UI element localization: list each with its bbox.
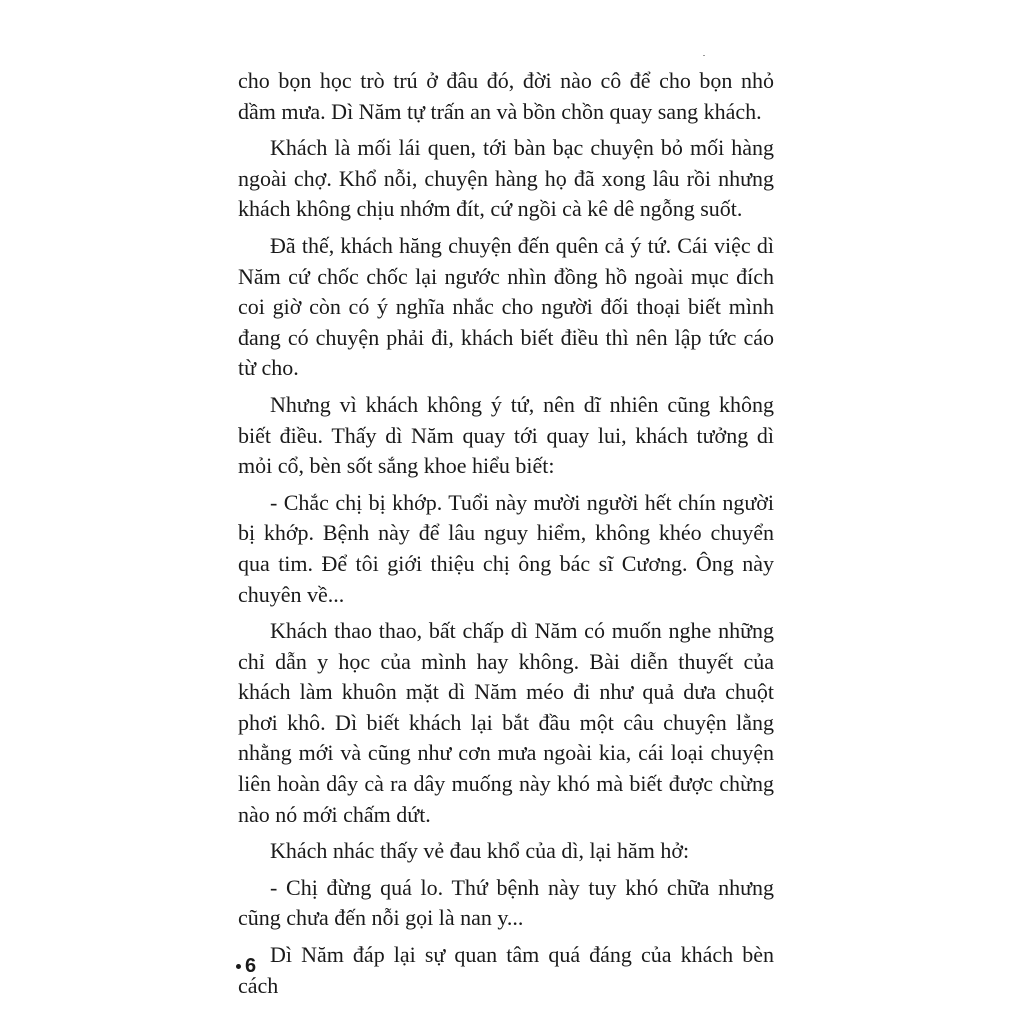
bullet-icon — [236, 964, 241, 969]
page-number — [236, 955, 256, 978]
paragraph: Khách nhác thấy vẻ đau khổ của dì, lại hăm hở: — [270, 838, 690, 864]
paragraph: cho bọn học trò trú ở đâu đó, đời nào cô để cho bọn nhỏ dầm mưa. Dì Năm tự trấn an và bồn chồn quay sang khách. — [238, 68, 774, 124]
paragraph: Khách là mối lái quen, tới bàn bạc chuyện bỏ mối hàng ngoài chợ. Khổ nỗi, chuyện hàng họ đã xong lâu rồi nhưng khách không chịu nhớm đít, cứ ngồi cà kê dê ngỗng suốt. — [238, 135, 774, 222]
paragraph: Nhưng vì khách không ý tứ, nên dĩ nhiên cũng không biết điều. Thấy dì Năm quay tới quay lui, khách tưởng dì mỏi cổ, bèn sốt sắng khoe hiểu biết: — [238, 391, 774, 479]
page-speck — [703, 55, 705, 56]
paragraph: - Chị đừng quá lo. Thứ bệnh này tuy khó chữa nhưng cũng chưa đến nỗi gọi là nan y... — [238, 874, 774, 931]
paragraph: Khách thao thao, bất chấp dì Năm có muốn nghe những chỉ dẫn y học của mình hay không. Bài diễn thuyết của khách làm khuôn mặt dì Năm méo đi như quả dưa chuột phơi khô. Dì biết khách lại bắt đầu một câu chuyện lằng nhằng mới và cũng như cơn mưa ngoài kia, cái loại chuyện liên hoàn dây cà ra dây muống này khó mà biết được chừng nào nó mới chấm dứt. — [238, 618, 774, 827]
page-number-value: 6 — [245, 955, 257, 977]
paragraph: Dì Năm đáp lại sự quan tâm quá đáng của khách bèn cách — [238, 942, 774, 998]
book-page-text — [238, 66, 774, 1007]
paragraph: - Chắc chị bị khớp. Tuổi này mười người hết chín người bị khớp. Bệnh này để lâu nguy hiểm, không khéo chuyển qua tim. Để tôi giới thiệu chị ông bác sĩ Cương. Ông này chuyên về... — [238, 489, 774, 607]
paragraph: Đã thế, khách hăng chuyện đến quên cả ý tứ. Cái việc dì Năm cứ chốc chốc lại ngước nhìn đồng hồ ngoài mục đích coi giờ còn có ý nghĩa nhắc cho người đối thoại biết mình đang có chuyện phải đi, khách biết điều thì nên lập tức cáo từ cho. — [238, 232, 774, 381]
